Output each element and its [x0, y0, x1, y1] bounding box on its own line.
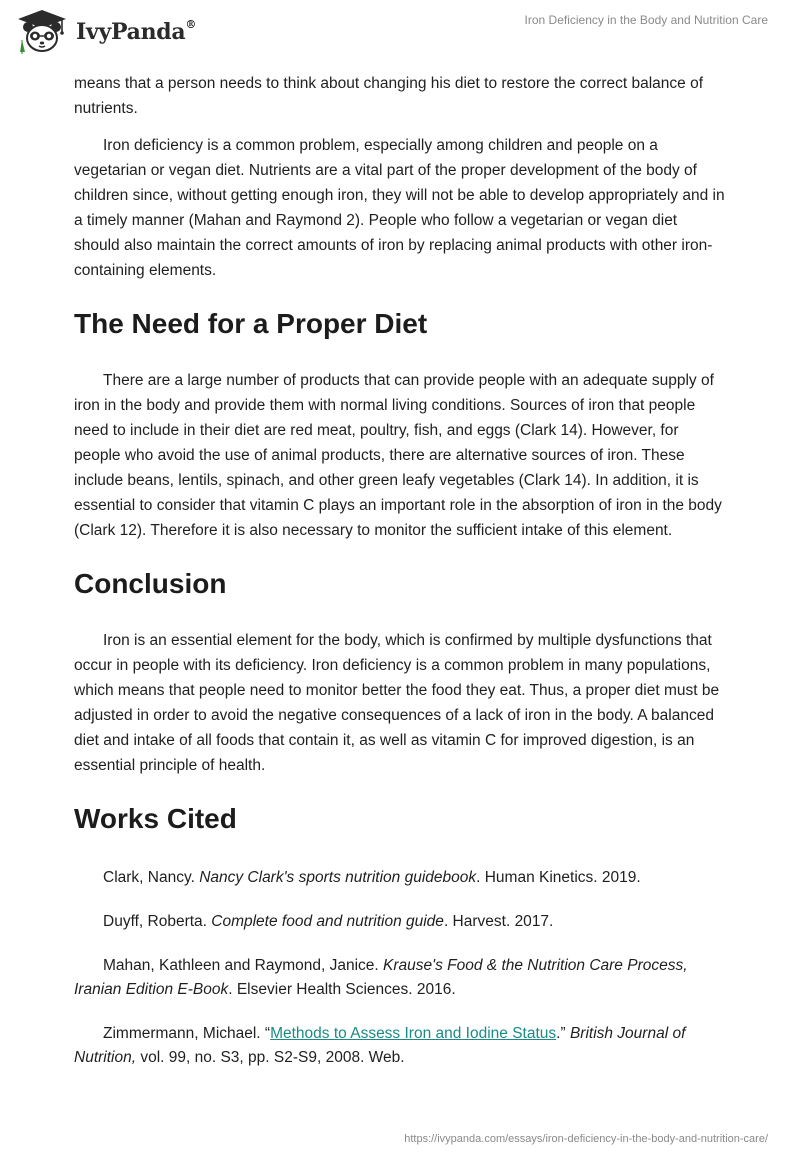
paragraph-proper-diet: There are a large number of products that can provide people with an adequate supply of iron in the body and provide them with normal living conditions. Sources of iron that people need to include in their diet are red meat, poultry, fish, and eggs (Clark 14). However, for people who avoid the use of animal products, there are alternative sources of iron. These include beans, lentils, spinach, and other green leafy vegetables (Clark 14). In addition, it is essential to consider that vitamin C plays an important role in the absorption of iron in the body (Clark 12). Therefore it is also necessary to monitor the sufficient intake of this element.	[74, 372, 722, 539]
heading-conclusion: Conclusion	[74, 568, 227, 599]
footer-url[interactable]: https://ivypanda.com/essays/iron-deficiency-in-the-body-and-nutrition-care/	[404, 1133, 768, 1145]
brand-name: IvyPanda®	[76, 17, 197, 45]
essay-content	[74, 71, 726, 1070]
heading-proper-diet: The Need for a Proper Diet	[74, 308, 428, 339]
paragraph-conclusion: Iron is an essential element for the body, which is confirmed by multiple dysfunctions that occur in people with its deficiency. Iron deficiency is a common problem in many populations, which means that people need to monitor better the food they eat. Thus, a proper diet must be adjusted in order to avoid the negative consequences of a lack of iron in the body. A balanced diet and intake of all foods that contain it, as well as vitamin C for improved digestion, is an essential principle of health.	[74, 632, 720, 774]
panda-mascot-icon	[14, 8, 70, 56]
page-header	[0, 0, 800, 64]
citation-link-zimmermann[interactable]: Methods to Assess Iron and Iodine Status	[270, 1025, 557, 1042]
citation-mahan: Mahan, Kathleen and Raymond, Janice. Krause's Food & the Nutrition Care Process, Iranian Edition E-Book. Elsevier Health Sciences. 2016.	[74, 957, 688, 998]
citation-clark: Clark, Nancy. Nancy Clark's sports nutrition guidebook. Human Kinetics. 2019.	[103, 869, 641, 886]
heading-works-cited: Works Cited	[74, 803, 237, 834]
citation-zimmermann: Zimmermann, Michael. “Methods to Assess Iron and Iodine Status.” British Journal of Nutrition, vol. 99, no. S3, pp. S2-S9, 2008. Web.	[74, 1025, 686, 1066]
ivypanda-logo[interactable]	[14, 8, 196, 56]
running-title: Iron Deficiency in the Body and Nutrition Care	[524, 13, 768, 27]
paragraph-iron-deficiency: Iron deficiency is a common problem, especially among children and people on a vegetarian or vegan diet. Nutrients are a vital part of the proper development of the body of children since, without getting enough iron, they will not be able to develop appropriately and in a timely manner (Mahan and Raymond 2). People who follow a vegetarian or vegan diet should also maintain the correct amounts of iron by replacing animal products with other iron-containing elements.	[74, 137, 725, 279]
paragraph-continuation: means that a person needs to think about changing his diet to restore the correct balance of nutrients.	[74, 75, 704, 117]
citation-duyff: Duyff, Roberta. Complete food and nutrition guide. Harvest. 2017.	[103, 913, 554, 930]
